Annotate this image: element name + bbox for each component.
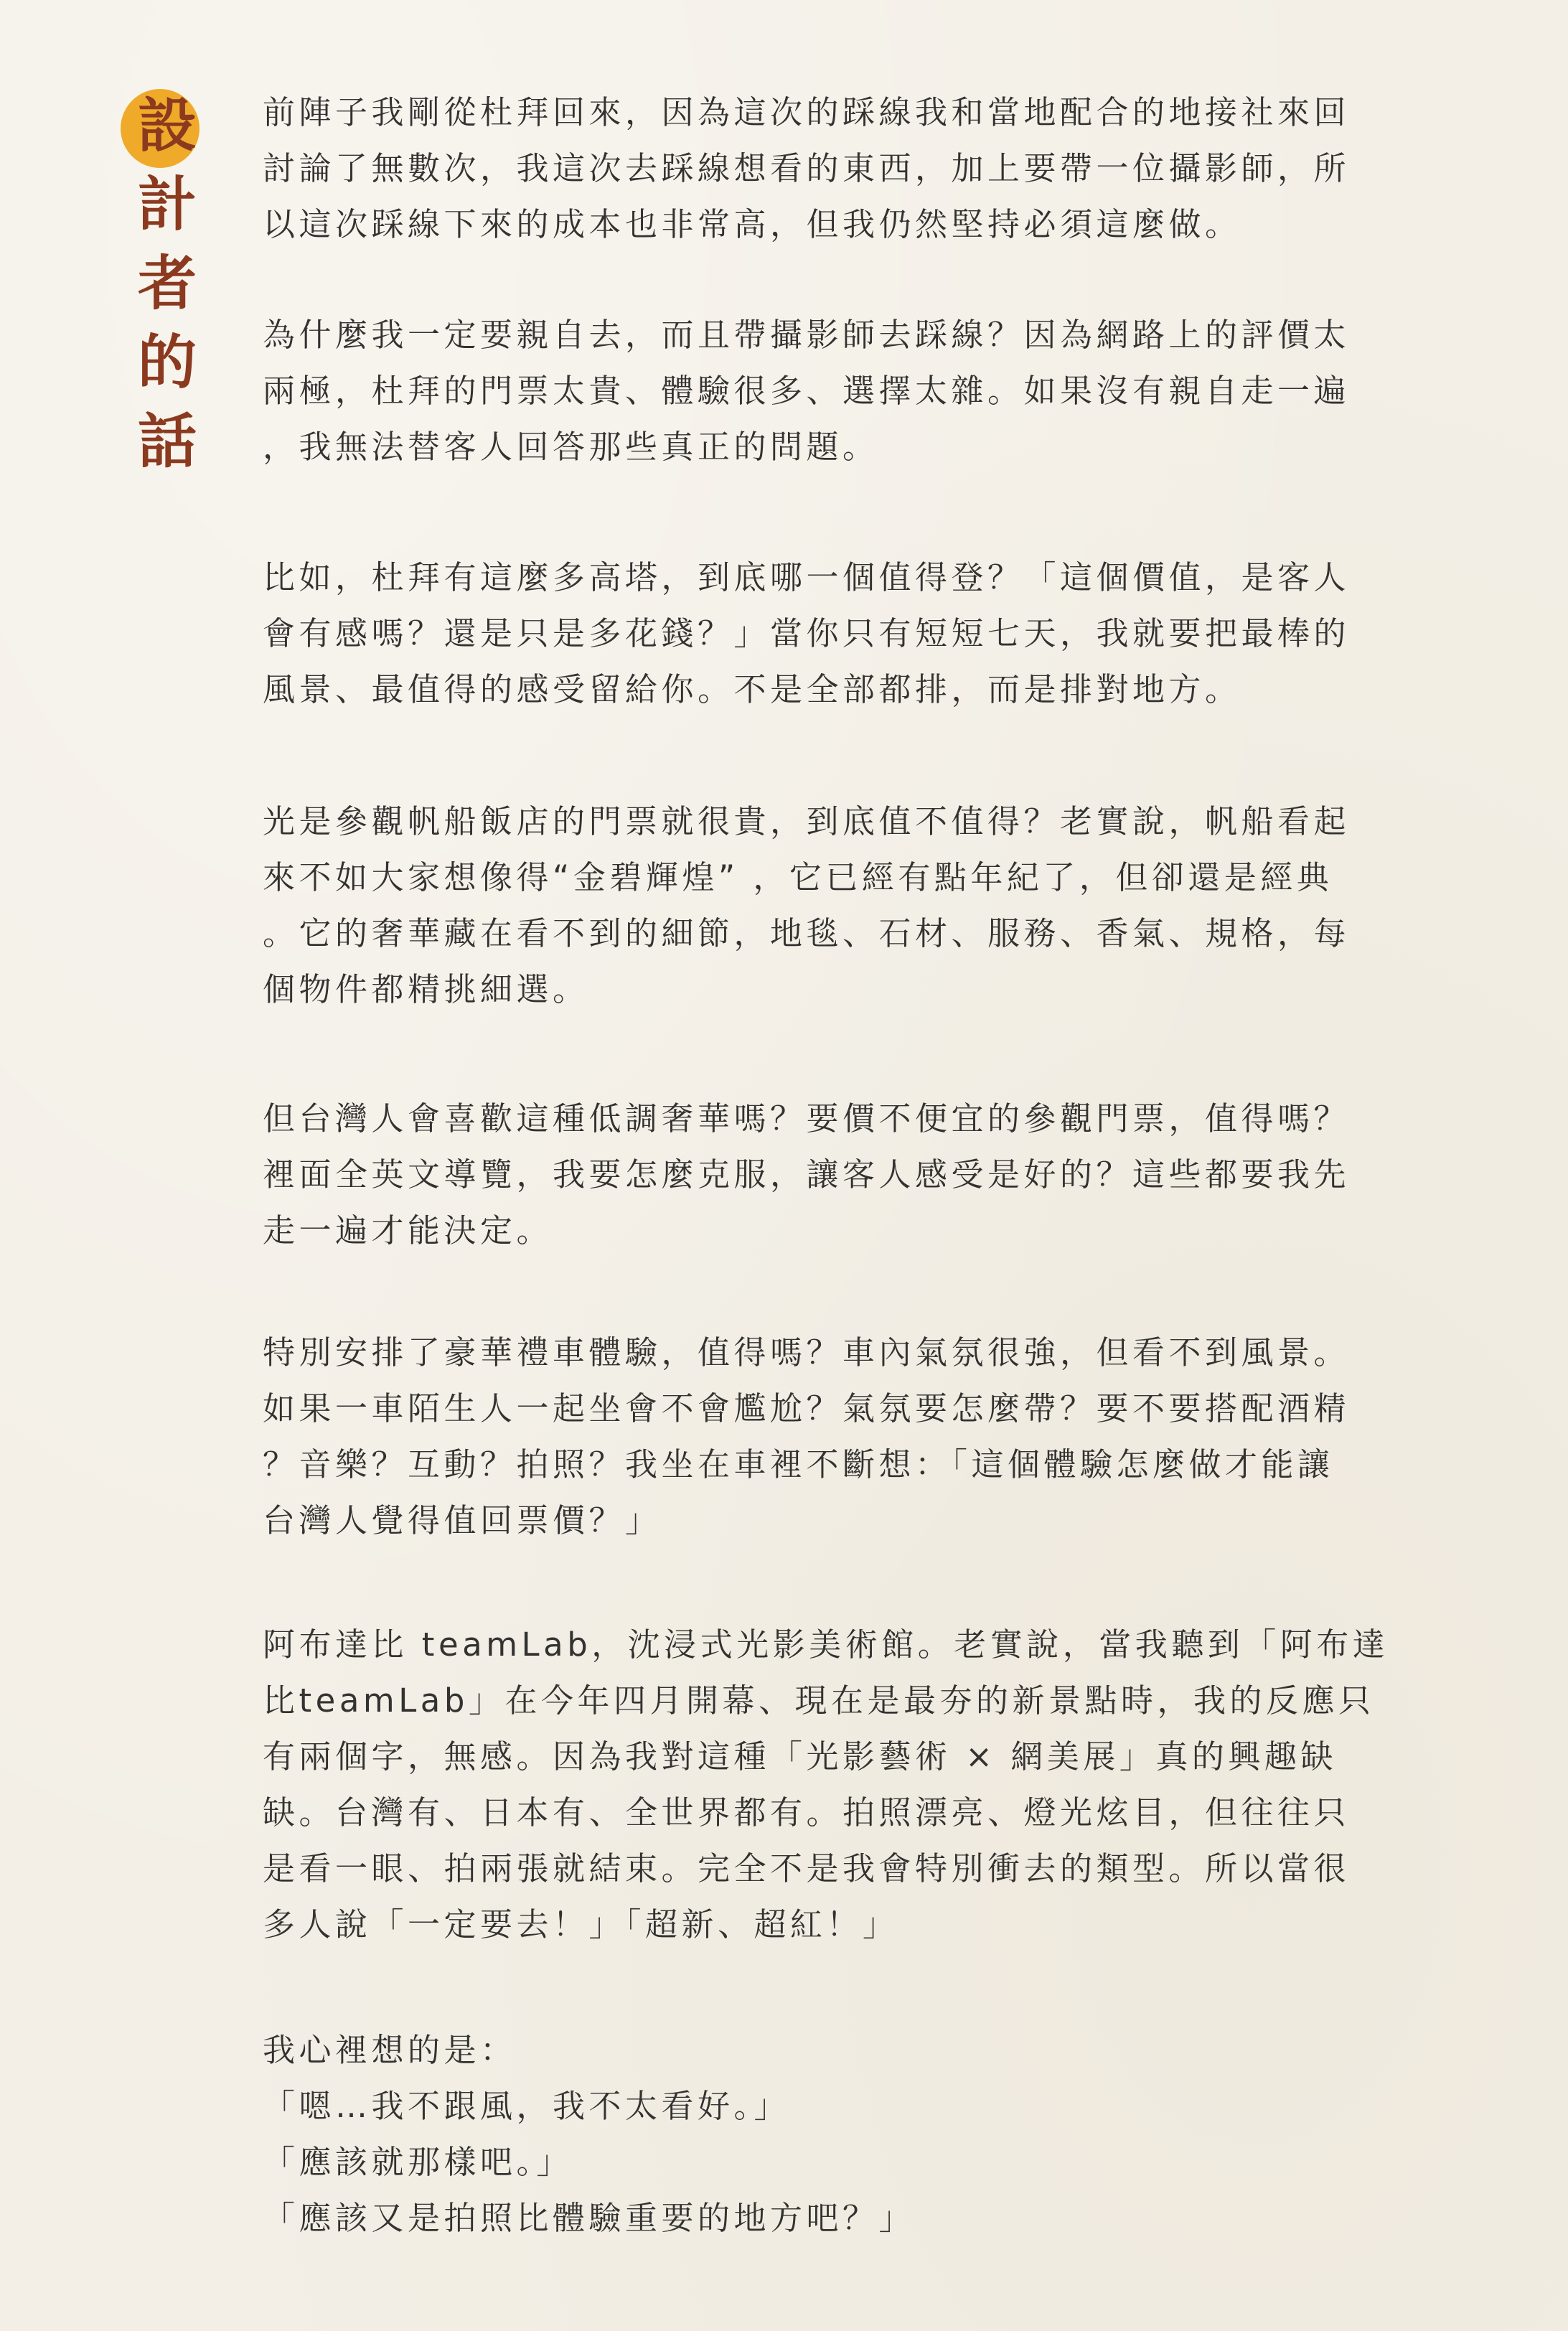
text-line: 我心裡想的是： (263, 2031, 517, 2069)
paragraph (263, 2022, 915, 2246)
text-line: ？音樂？互動？拍照？我坐在車裡不斷想：「這個體驗怎麼做才能讓 (263, 1445, 1334, 1483)
text-line: 兩極，杜拜的門票太貴、體驗很多、選擇太雜。如果沒有親自走一遍 (263, 372, 1351, 410)
text-line: 個物件都精挑細選。 (263, 970, 589, 1008)
text-line: 為什麼我一定要親自去，而且帶攝影師去踩線？因為網路上的評價太 (263, 316, 1351, 354)
text-line: 來不如大家想像得“金碧輝煌” ，它已經有點年紀了，但卻還是經典 (263, 858, 1333, 896)
title-char: 計 (137, 170, 197, 239)
paragraph (263, 85, 1350, 253)
text-line: 風景、最值得的感受留給你。不是全部都排，而是排對地方。 (263, 670, 1241, 708)
text-line: 但台灣人會喜歡這種低調奢華嗎？要價不便宜的參觀門票，值得嗎？ (263, 1099, 1351, 1138)
title-char: 的 (137, 328, 197, 397)
paragraph (263, 1325, 1350, 1549)
paragraph (263, 550, 1350, 718)
text-line: 「嗯…我不跟風，我不太看好。」 (263, 2087, 791, 2125)
text-line: 光是參觀帆船飯店的門票就很貴，到底值不值得？老實說，帆船看起 (263, 802, 1351, 840)
paragraph (263, 794, 1350, 1018)
text-line: ，我無法替客人回答那些真正的問題。 (263, 428, 879, 466)
text-line: 裡面全英文導覽，我要怎麼克服，讓客人感受是好的？這些都要我先 (263, 1155, 1351, 1193)
text-line: 走一遍才能決定。 (263, 1211, 553, 1249)
text-line: 是看一眼、拍兩張就結束。完全不是我會特別衝去的類型。所以當很 (263, 1849, 1351, 1887)
title-char: 設 (137, 91, 197, 160)
text-line: 特別安排了豪華禮車體驗，值得嗎？車內氣氛很強，但看不到風景。 (263, 1333, 1351, 1371)
vertical-title (121, 86, 214, 481)
text-line: 多人說「一定要去！」「超新、超紅！」 (263, 1905, 899, 1943)
text-line: 缺。台灣有、日本有、全世界都有。拍照漂亮、燈光炫目，但往往只 (263, 1793, 1351, 1832)
text-line: 阿布達比 teamLab，沈浸式光影美術館。老實說，當我聽到「阿布達 (263, 1626, 1389, 1664)
paragraph (263, 307, 1350, 475)
title-char: 話 (137, 407, 197, 476)
text-line: 比teamLab」在今年四月開幕、現在是最夯的新景點時，我的反應只 (263, 1682, 1375, 1720)
text-line: 有兩個字，無感。因為我對這種「光影藝術 × 網美展」真的興趣缺 (263, 1737, 1337, 1776)
designer-note-title (121, 86, 214, 481)
paragraph (263, 1617, 1389, 1953)
text-line: 「應該又是拍照比體驗重要的地方吧？」 (263, 2199, 916, 2237)
text-line: 以這次踩線下來的成本也非常高，但我仍然堅持必須這麼做。 (263, 205, 1241, 243)
text-line: 會有感嗎？還是只是多花錢？」當你只有短短七天，我就要把最棒的 (263, 614, 1351, 652)
text-line: 「應該就那樣吧。」 (263, 2143, 573, 2181)
text-line: 討論了無數次，我這次去踩線想看的東西，加上要帶一位攝影師，所 (263, 149, 1351, 187)
title-char: 者 (137, 249, 197, 318)
text-line: 比如，杜拜有這麼多高塔，到底哪一個值得登？「這個價值，是客人 (263, 558, 1351, 596)
text-line: 。它的奢華藏在看不到的細節，地毯、石材、服務、香氣、規格，每 (263, 914, 1351, 952)
text-line: 台灣人覺得值回票價？」 (263, 1501, 662, 1539)
text-line: 如果一車陌生人一起坐會不會尷尬？氣氛要怎麼帶？要不要搭配酒精 (263, 1389, 1351, 1427)
paragraph (263, 1091, 1350, 1259)
text-line: 前陣子我剛從杜拜回來，因為這次的踩線我和當地配合的地接社來回 (263, 93, 1351, 131)
